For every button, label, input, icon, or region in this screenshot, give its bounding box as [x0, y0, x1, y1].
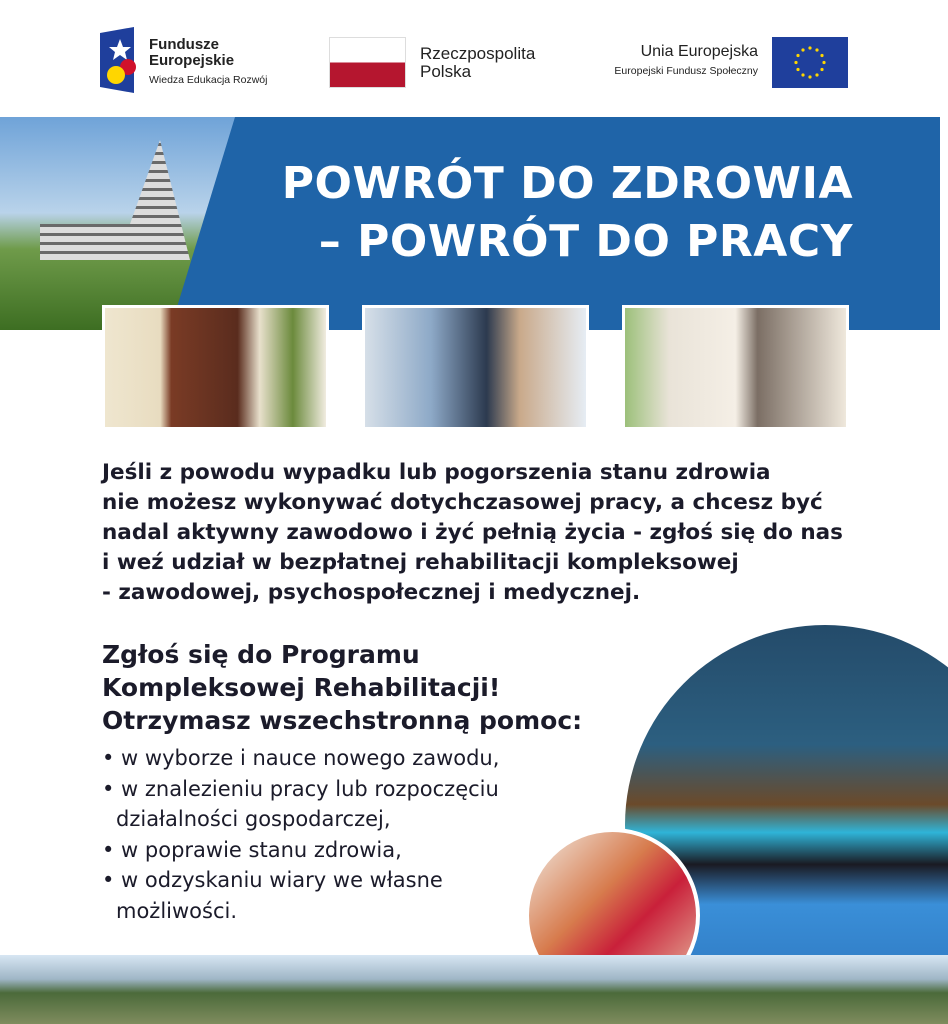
- computer-class-photo: [362, 305, 589, 430]
- intro-line: nadal aktywny zawodowo i żyć pełnią życia - zgłoś się do nas: [102, 520, 843, 545]
- list-item: możliwości.: [116, 898, 238, 923]
- intro-paragraph: [102, 458, 862, 608]
- intro-line: i weź udział w bezpłatnej rehabilitacji kompleksowej: [102, 550, 739, 575]
- lounge-photo: [622, 305, 849, 430]
- rp-line1: Rzeczpospolita: [420, 44, 536, 63]
- rzeczpospolita-polska-logo: [329, 37, 559, 89]
- heading-line: Zgłoś się do Programu: [102, 640, 420, 669]
- library-photo: [102, 305, 329, 430]
- list-item: • w znalezieniu pracy lub rozpoczęciu: [102, 776, 499, 801]
- list-item: • w poprawie stanu zdrowia,: [102, 837, 402, 862]
- title-line1: POWRÓT DO ZDROWIA: [281, 158, 853, 209]
- list-item: • w wyborze i nauce nowego zawodu,: [102, 746, 500, 770]
- ue-title: Unia Europejska: [640, 43, 758, 60]
- list-item: działalności gospodarczej,: [116, 807, 391, 831]
- fe-line2: Europejskie: [149, 52, 235, 69]
- intro-line: nie możesz wykonywać dotychczasowej pracy, a chcesz być: [102, 490, 823, 515]
- polish-flag-icon: [329, 37, 406, 88]
- list-item: • w odzyskaniu wiary we własne: [102, 868, 443, 892]
- fundusze-europejskie-logo: [100, 27, 290, 93]
- fe-line1: Fundusze: [149, 36, 219, 53]
- heading-line: Otrzymasz wszechstronną pomoc:: [102, 706, 583, 735]
- fe-emblem-icon: [100, 27, 136, 93]
- intro-line: Jeśli z powodu wypadku lub pogorszenia stanu zdrowia: [102, 460, 771, 485]
- eu-flag-icon: [772, 37, 848, 88]
- intro-line: - zawodowej, psychospołecznej i medycznej.: [102, 580, 641, 605]
- title-line2: – POWRÓT DO PRACY: [318, 216, 853, 267]
- ue-sub: Europejski Fundusz Społeczny: [614, 65, 758, 77]
- heading-line: Kompleksowej Rehabilitacji!: [102, 673, 501, 702]
- fe-sub: Wiedza Edukacja Rozwój: [149, 74, 268, 86]
- rp-line2: Polska: [420, 62, 472, 81]
- landscape-photo: [0, 955, 948, 1024]
- program-heading: [102, 638, 582, 737]
- unia-europejska-logo: [590, 37, 848, 89]
- hotel-building: [40, 140, 190, 260]
- benefits-list: [102, 743, 499, 926]
